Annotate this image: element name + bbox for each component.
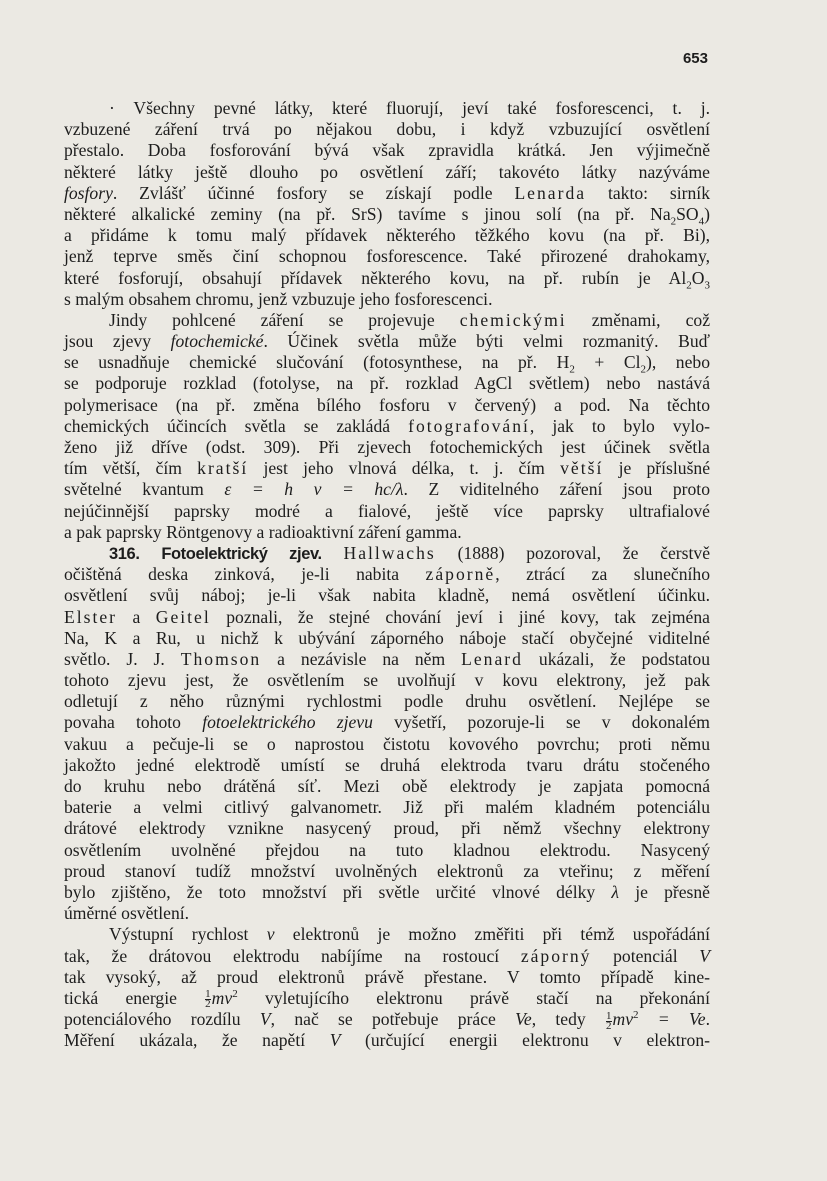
text-line: baterie a velmi citlivý galvanometr. Již při malém kladném potenciálu [64,797,710,818]
text-line: se usnadňuje chemické slučování (fotosynthese, na př. $H_2 + Cl_2$), nebo [64,352,711,376]
symbol-v: v [266,924,275,945]
text-line: vzbuzené záření trvá po nějakou dobu, i když vzbuzující osvětlení [64,119,710,140]
text-line: Výstupní rychlost v elektronů je možno změřiti při témž uspořádání [109,924,710,945]
text-line: drátové elektrody vznikne nasycený proud, při němž všechny elektrony [64,818,710,839]
text-line: proud stanoví tudíž množství uvolněných elektronů za vteřinu; z měření [64,860,710,881]
section-316 [64,543,710,924]
paragraph-fosforescence [64,98,710,310]
name-thomson: Thomson [180,648,262,669]
name-hallwachs: Hallwachs [343,542,436,563]
text-line: jenž teprve směs činí schopnou fosforescence. Také přirozené drahokamy, [64,246,710,267]
text-line: a pak paprsky Röntgenovy a radioaktivní záření gamma. [64,521,462,542]
term-fosfory: fosfory [64,182,113,203]
name-lenard: Lenard [461,648,523,669]
text-line: tak, že drátovou elektrodu nabíjíme na rostoucí záporný potenciál V [64,945,710,966]
term-fotochemicke: fotochemické [170,331,264,352]
text-line: 316. Fotoelektrický zjev. Hallwachs (1888) pozoroval, že čerstvě [109,542,710,563]
text-line: a přidáme k tomu malý přídavek některého těžkého kovu (na př. Bi), [64,225,710,246]
formula-kvantum: ε = h v = hc/λ [224,479,404,500]
name-elster: Elster [64,606,118,627]
text-line: Na, K a Ru, u nichž k ubývání záporného náboje stačí obyčejné viditelné [64,627,710,648]
term-fotoelektricky-zjev: fotoelektrického zjevu [202,712,373,733]
text-line: přestalo. Doba fosforování bývá však zpravidla krátká. Jen výjimečně [64,140,710,161]
term-zaporne: záporně [425,564,496,585]
page-number: 653 [682,50,708,67]
section-number: 316. [109,544,140,563]
text-line: tak vysoký, až proud elektronů právě přestane. V tomto případě kine- [64,966,710,987]
text-line: do kruhu nebo drátěná síť. Mezi obě elektrody je zapjata pomocná [64,776,710,796]
text-line: Jindy pohlcené záření se projevuje chemickými změnami, což [109,309,710,330]
text-line: potenciálového rozdílu V, nač se potřebuje práce Ve, tedy $\frac{1}{2}$ $mv^2 = Ve$. [64,1009,710,1032]
text-line: bylo zjištěno, že toto množství při světle určité vlnové délky λ je přesně [64,881,710,902]
text-line: osvětlení svůj náboj; je-li však nabita kladně, nemá osvětlení účinku. [64,585,710,606]
symbol-V: V [699,945,710,966]
text-line: jsou zjevy fotochemické. Účinek světla může býti velmi rozmanitý. Buď [64,331,710,352]
text-line: jakožto jedné elektrodě umístí se druhá elektroda tvaru drátu stočeného [64,754,710,775]
text-line: chemických účincích světla se zakládá fotografování, jak to bylo vylo- [64,415,710,436]
term-vetsi: větší [560,458,604,479]
text-line: Elster a Geitel poznali, že stejné chování jeví i jiné kovy, tak zejména [64,606,710,627]
text-line: osvětlením uvolněné přejdou na tuto kladnou elektrodu. Nasycený [64,839,710,860]
name-lenard: Lenarda [514,182,587,203]
text-line: · Všechny pevné látky, které fluorují, jeví také fosforescenci, t. j. [109,98,710,118]
text-line: se podporuje rozklad (fotolyse, na př. rozklad AgCl světlem) nebo nastává [64,373,710,394]
text-line: tím větší, čím kratší jest jeho vlnová délka, t. j. čím větší je příslušné [64,458,711,479]
text-line: světelné kvantum ε = h v = hc/λ. Z viditelného záření jsou proto [64,479,710,500]
text-line: vakuu a pečuje-li se o naprostou čistotu kovového povrchu; proti němu [64,733,710,754]
term-zaporny: záporný [520,945,592,966]
paragraph-fotochemie [64,310,710,543]
name-geitel: Geitel [155,606,211,627]
fraction-half: $\frac{1}{2}$ [606,1009,612,1032]
text-line: tická energie $\frac{1}{2}$ $mv^2$ vyletujícího elektronu právě stačí na překonání [64,987,710,1011]
text-line: světlo. J. J. Thomson a nezávisle na něm Lenard ukázali, že podstatou [64,648,711,669]
text-line: úměrné osvětlení. [64,903,190,924]
text-line: některé alkalické zeminy (na př. SrS) tavíme s jinou solí (na př. $Na_2SO_4$) [64,203,710,228]
text-line: polymerisace (na př. změna bílého fosforu v červený) a pod. Na těchto [64,394,710,415]
text-line: Měření ukázala, že napětí V (určující energii elektronu v elektron- [64,1030,710,1051]
text-line: nejúčinnější paprsky modré a fialové, ještě více paprsky ultrafialové [64,500,710,521]
text-line: ženo již dříve (odst. 309). Při zjevech fotochemických jest účinek světla [64,437,710,457]
text-line: očištěná deska zinková, je-li nabita záporně, ztrácí za slunečního [64,564,710,585]
text-line: povaha tohoto fotoelektrického zjevu vyšetří, pozoruje-li se v dokonalém [64,712,710,733]
text-line: s malým obsahem chromu, jenž vzbuzuje jeho fosforescenci. [64,288,493,309]
term-chemickymi: chemickými [459,309,567,330]
paragraph-vystupni-rychlost [64,924,710,1051]
term-kratsi: kratší [197,458,249,479]
text-line: fosfory. Zvlášť účinné fosfory se získají podle Lenarda takto: sirník [64,182,710,203]
text-line: odletují z něho různými rychlostmi podle druhu osvětlení. Nejlépe se [64,691,710,712]
term-fotografovani: fotografování [408,415,530,436]
text-line: které fosforují, obsahují přídavek některého kovu, na př. rubín je $Al_2O_3$ [64,267,710,292]
fraction-half: $\frac{1}{2}$ [205,988,211,1011]
text-line: některé látky ještě dlouho po osvětlení září; takovéto látky nazýváme [64,161,710,182]
symbol-lambda: λ [611,881,619,902]
text-line: tohoto zjevu jest, že osvětlením se uvolňují v kovu elektrony, jež pak [64,670,710,691]
body-text [64,98,710,1051]
section-title: Fotoelektrický zjev. [161,544,322,563]
